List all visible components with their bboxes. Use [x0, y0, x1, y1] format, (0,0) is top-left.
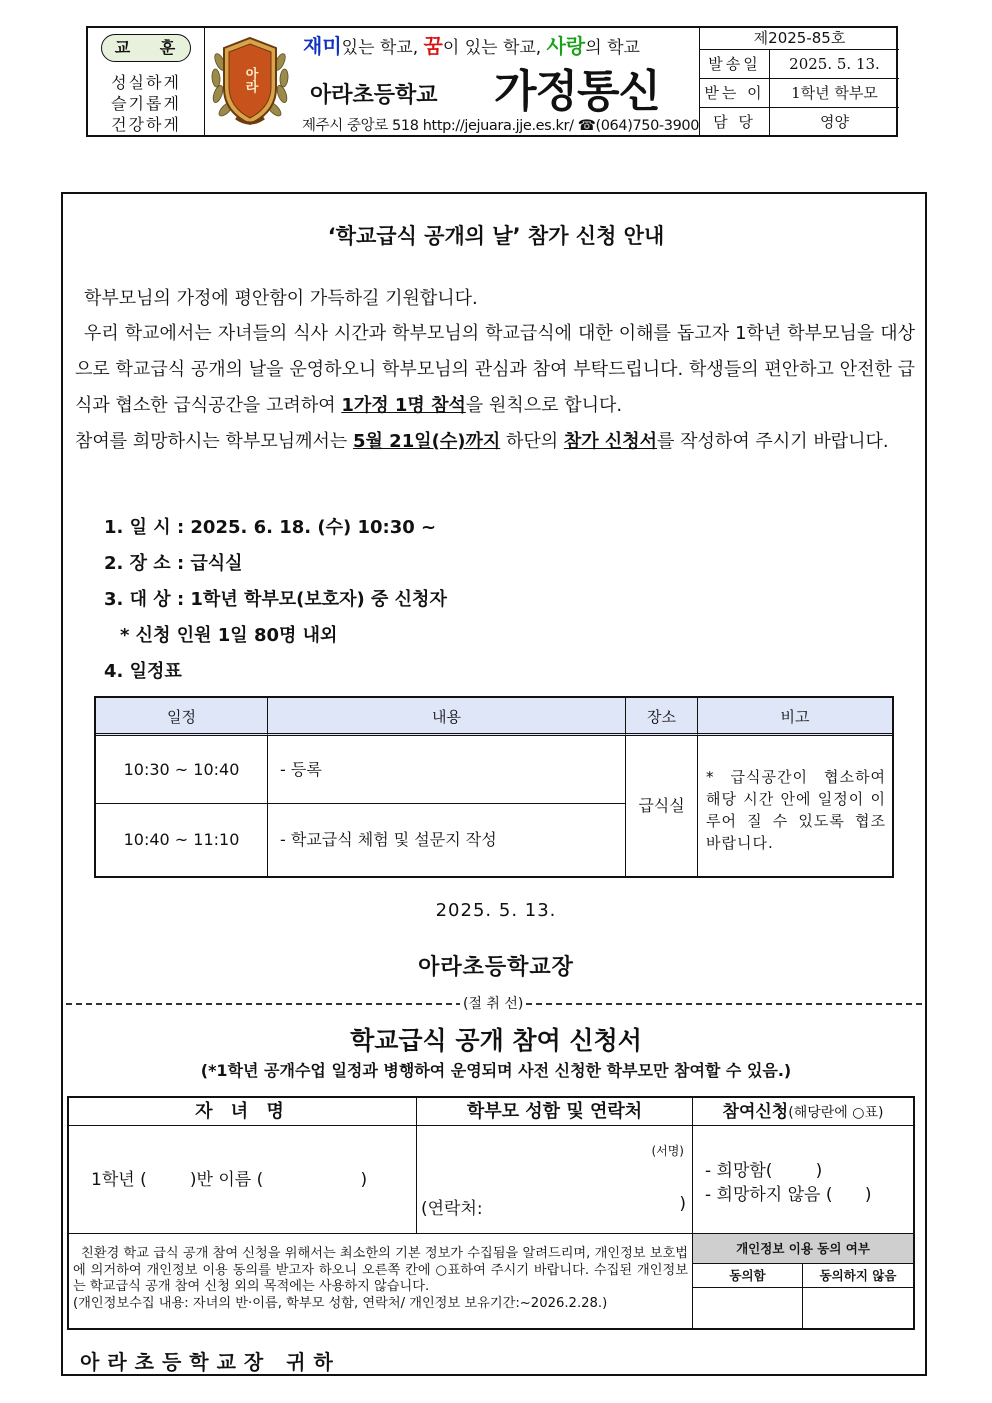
consent-disagree-box[interactable] [803, 1288, 913, 1328]
meta-key: 담 당 [700, 108, 770, 136]
consent-disagree-label: 동의하지 않음 [803, 1264, 913, 1288]
item-schedule: 4. 일정표 [104, 661, 182, 682]
motto-badge: 교 훈 [101, 34, 191, 62]
schedule-header-time: 일정 [96, 698, 268, 736]
slogan-text: 이 있는 학교, [442, 38, 547, 58]
schedule-remark: * 급식공간이 협소하여 해당 시간 안에 일정이 이루어 질 수 있도록 협조 바랍니다. [706, 768, 886, 852]
logo-text: 아라 [242, 67, 258, 93]
body-text: 우리 학교에서는 자녀들의 식사 시간과 학부모님의 학교급식에 대한 이해를 돕고자 1학년 학부모님을 대상으로 학교급식 공개의 날을 운영하오니 학부모님의 관심과 참여 부탁드립니다. 학생들의 편안하고 안전한 급식과 협소한 급식공간을 고려하여 [75, 323, 915, 416]
body-paragraph-2 [75, 424, 915, 460]
schedule-place: 급식실 [626, 736, 698, 876]
consent-agree-box[interactable] [693, 1288, 803, 1328]
col-participation-note: (해당란에 ○표) [788, 1105, 884, 1121]
privacy-detail: (개인정보수집 내용: 자녀의 반·이름, 학부모 성함, 연락처/ 개인정보 보유기간:~2026.2.28.) [73, 1295, 608, 1311]
item-datetime: 1. 일 시 : 2025. 6. 18. (수) 10:30 ~ [104, 517, 437, 538]
meta-value: 영양 [820, 113, 849, 131]
schedule-content: - 등록 [268, 736, 626, 804]
sign-label: (서명) [651, 1144, 684, 1158]
form-reference: 참가 신청서 [563, 431, 658, 452]
schedule-header-place: 장소 [626, 698, 698, 736]
issue-meta [699, 28, 899, 135]
slogan-text: 있는 학교, [341, 38, 424, 58]
participation-options [693, 1126, 913, 1234]
col-participation [693, 1098, 913, 1126]
schedule-time: 10:40 ~ 11:10 [96, 804, 268, 876]
emphasis-one-per-family: 1가정 1명 참석 [341, 395, 466, 416]
contact-label: (연락처: [421, 1199, 483, 1219]
option-wish[interactable]: - 희망함( ) [705, 1161, 823, 1181]
school-address: 제주시 중앙로 518 http://jejuara.jje.es.kr/ ☎(064)750-3900 [302, 118, 700, 134]
body-text: 를 작성하여 주시기 바랍니다. [657, 431, 889, 452]
motto-line: 성실하게 [111, 73, 181, 92]
item-place: 2. 장 소 : 급식실 [104, 553, 243, 574]
body-paragraph-1 [75, 316, 915, 424]
slogan-word-dream: 꿈 [423, 34, 443, 58]
school-emblem-icon [204, 32, 296, 132]
motto-line: 슬기롭게 [111, 94, 181, 113]
consent-agree-label: 동의함 [693, 1264, 803, 1288]
schedule-header-remark: 비고 [698, 698, 892, 736]
form-subtitle: (*1학년 공개수업 일정과 병행하여 운영되며 사전 신청한 학부모만 참여할 수 있음.) [200, 1061, 792, 1080]
child-class-name-field[interactable]: 1학년 ( )반 이름 ( ) [69, 1126, 417, 1234]
slogan-word-fun: 재미 [303, 34, 342, 58]
notice-title: ‘학교급식 공개의 날’ 참가 신청 안내 [327, 224, 665, 248]
letter-title: 가정통신 [494, 66, 661, 117]
schedule-header-content: 내용 [268, 698, 626, 736]
schedule-time: 10:30 ~ 10:40 [96, 736, 268, 804]
contact-end: ) [679, 1194, 686, 1214]
principal-signature: 아라초등학교장 [418, 955, 574, 980]
closing-addressee: 아라초등학교장 귀하 [80, 1350, 341, 1374]
parent-info-field[interactable] [417, 1126, 693, 1234]
col-parent-name-contact: 학부모 성함 및 연락처 [417, 1098, 693, 1126]
meta-row-recipient [700, 79, 899, 108]
school-name: 아라초등학교 [310, 83, 438, 108]
letterhead [86, 26, 898, 137]
meta-key: 받는 이 [700, 79, 770, 107]
body-text: 참여를 희망하시는 학부모님께서는 [75, 431, 353, 452]
col-child-name: 자 녀 명 [69, 1098, 417, 1126]
slogan-word-love: 사랑 [546, 34, 586, 58]
option-no-wish[interactable]: - 희망하지 않음 ( ) [705, 1185, 872, 1205]
meta-row-charge [700, 108, 899, 136]
col-participation-label: 참여신청 [722, 1102, 789, 1122]
deadline: 5월 21일(수)까지 [352, 431, 501, 452]
meta-key: 발송일 [700, 50, 770, 78]
greeting: 학부모님의 가정에 평안함이 가득하길 기원합니다. [84, 288, 478, 309]
meta-value: 2025. 5. 13. [789, 55, 880, 73]
issue-number: 제2025-85호 [700, 28, 899, 50]
item-capacity-note: * 신청 인원 1일 80명 내외 [120, 625, 338, 646]
school-motto [88, 28, 205, 135]
body-text: 하단의 [500, 431, 564, 452]
schedule-content: - 학교급식 체험 및 설문지 작성 [268, 804, 626, 876]
consent-title: 개인정보 이용 동의 여부 [693, 1234, 913, 1264]
schedule-table [94, 696, 894, 878]
motto-line: 건강하게 [111, 115, 181, 134]
meta-row-date [700, 50, 899, 79]
item-target: 3. 대 상 : 1학년 학부모(보호자) 중 신청자 [104, 589, 447, 610]
privacy-text: 친환경 학교 급식 공개 참여 신청을 위해서는 최소한의 기본 정보가 수집됨을 알려드리며, 개인정보 보호법에 의거하여 개인정보 이용 동의를 받고자 하오니 오른쪽 칸에 ○표하여 주시기 바랍니다. 수집된 개인정보는 학교급식 공개 참여 신청 외의 목적에는 사용하지 않습니다. [73, 1246, 688, 1294]
body-text: 을 원칙으로 합니다. [465, 395, 623, 416]
form-title: 학교급식 공개 참여 신청서 [350, 1026, 642, 1055]
slogan-text: 의 학교 [585, 38, 640, 58]
privacy-notice [69, 1234, 693, 1328]
issue-date: 2025. 5. 13. [435, 900, 557, 921]
application-form-table [67, 1096, 915, 1330]
meta-value: 1학년 학부모 [791, 84, 878, 102]
cut-line-label: (절 취 선) [460, 993, 526, 1013]
